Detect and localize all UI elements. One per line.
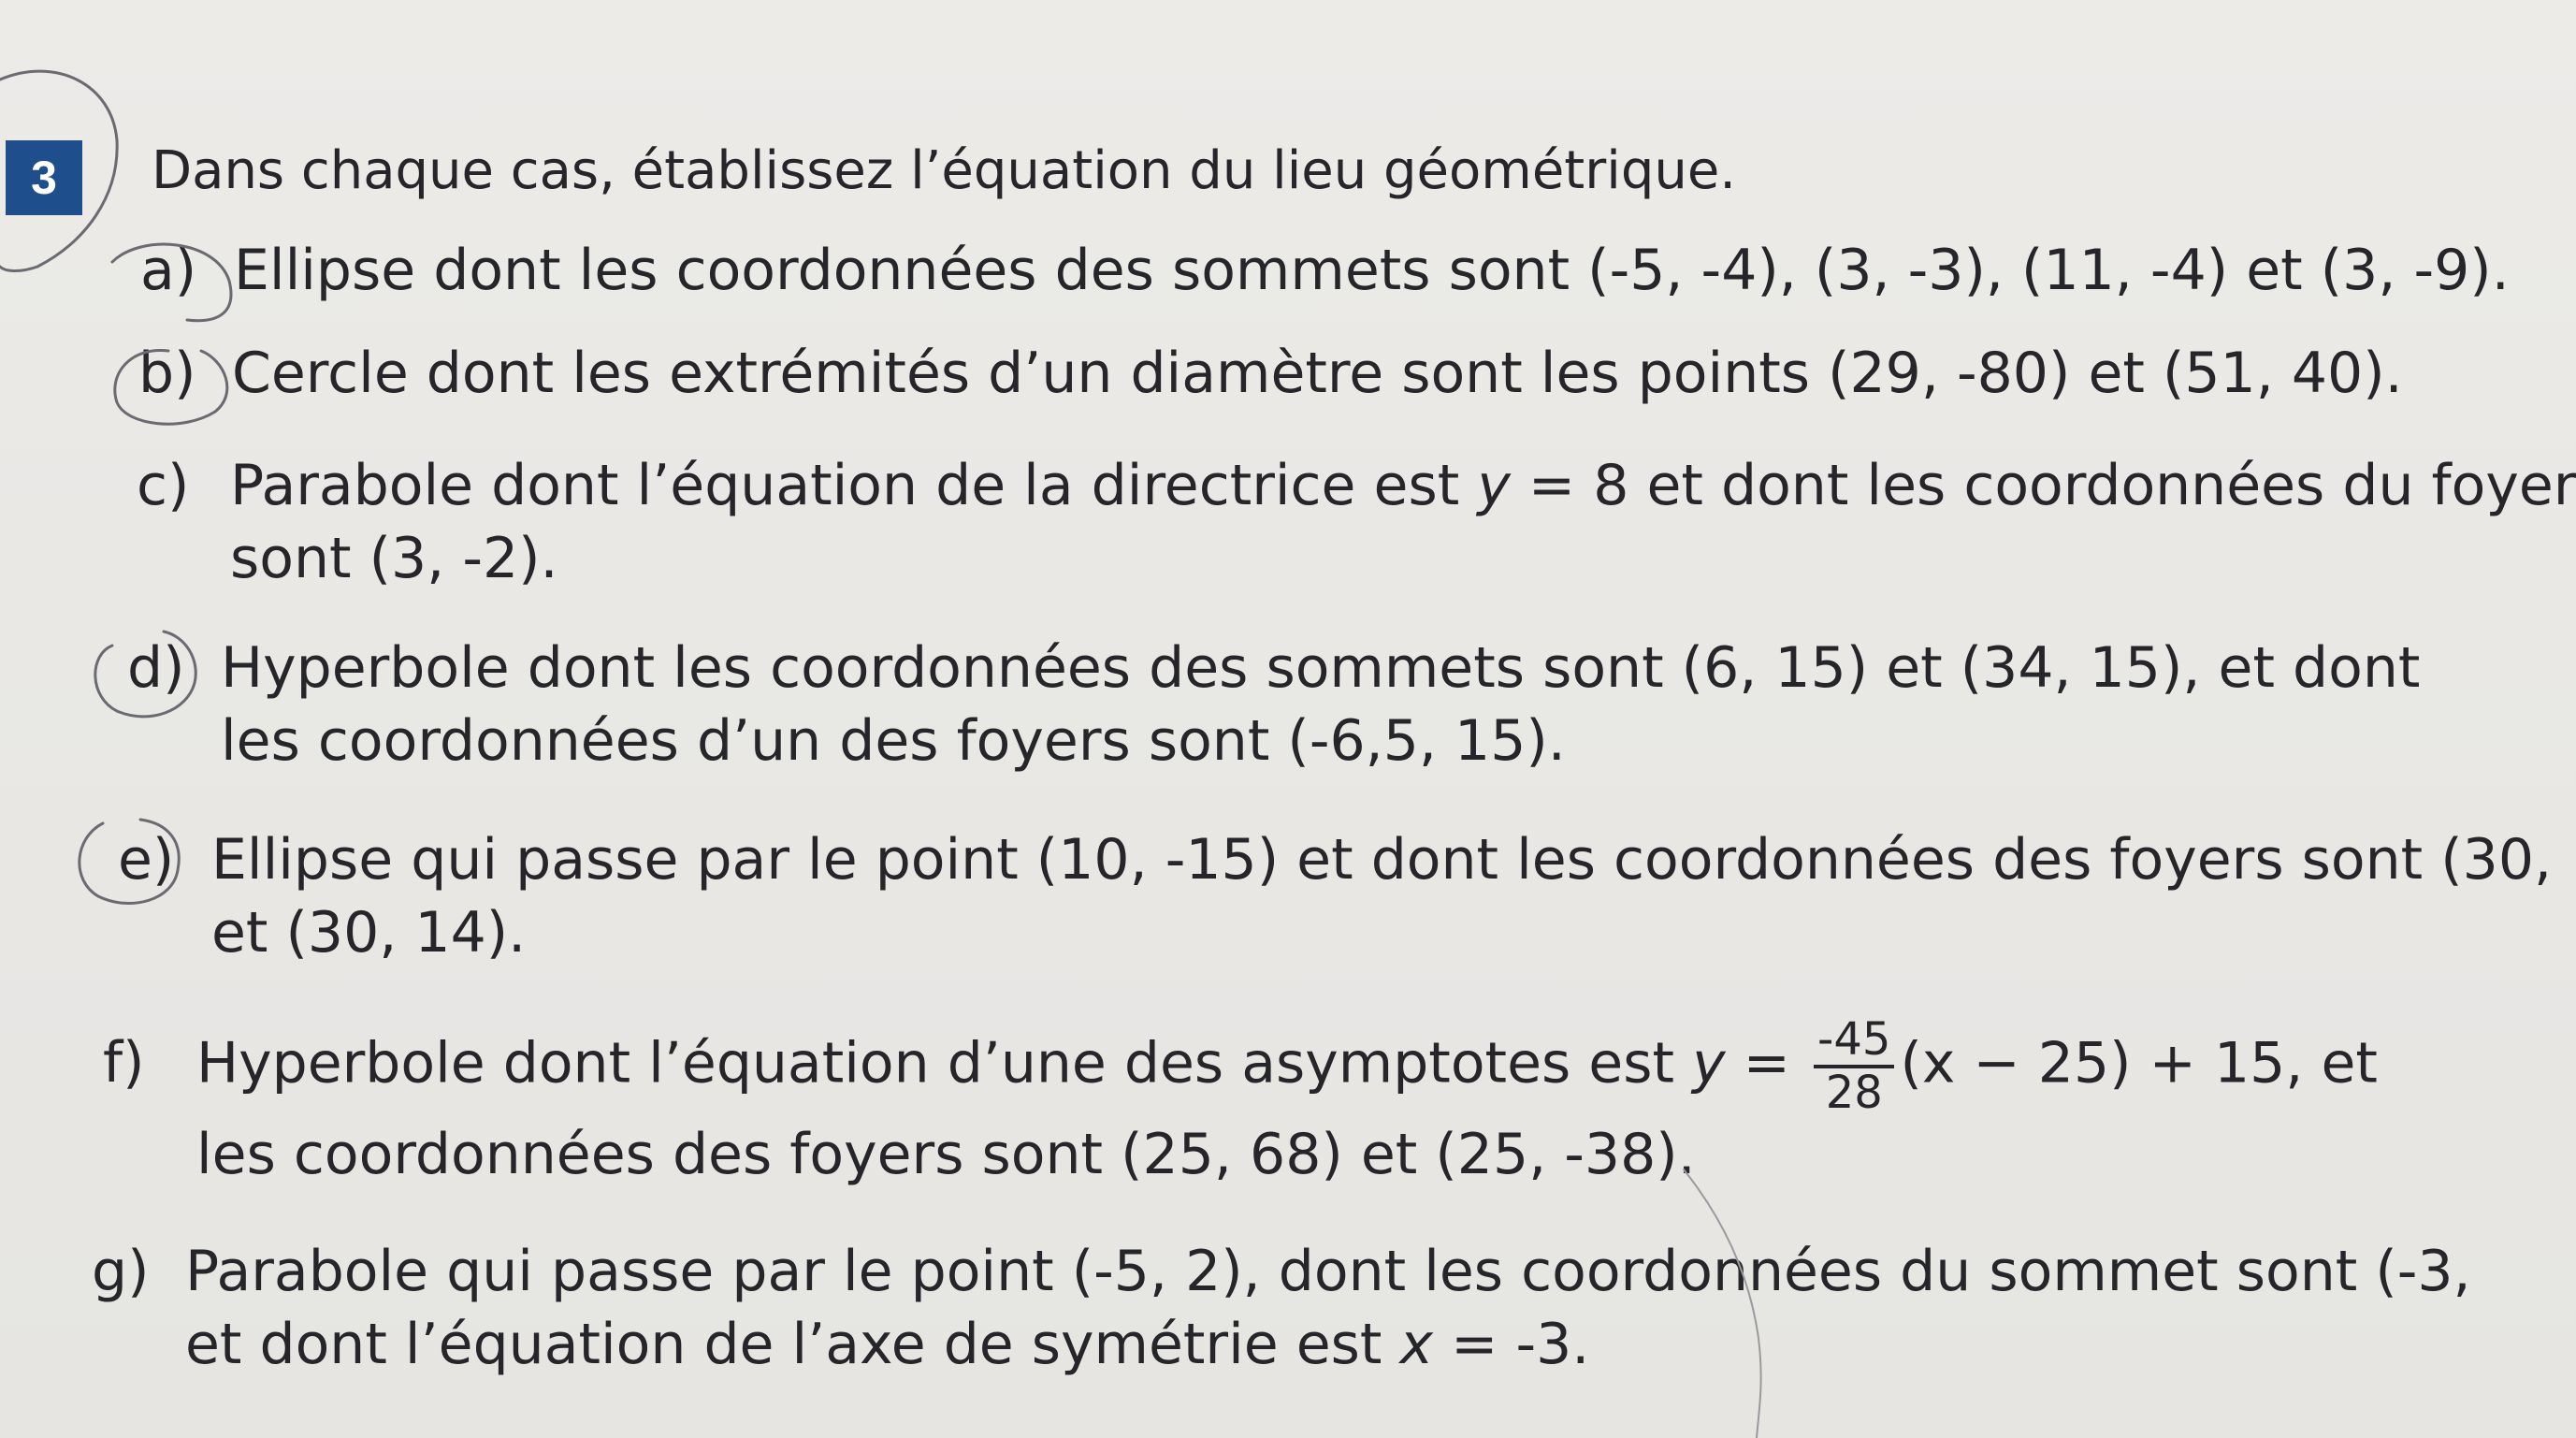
- item-f-text-before: Hyperbole dont l’équation d’une des asymptotes est: [196, 1030, 1693, 1097]
- item-d: [127, 632, 2420, 777]
- item-c: [137, 449, 2576, 595]
- item-d-letter: d): [127, 635, 185, 701]
- item-a-letter: a): [140, 238, 197, 303]
- item-d-text: Hyperbole dont les coordonnées des sommets sont (6, 15) et (34, 15), et dont: [221, 635, 2421, 701]
- item-c-line2: sont (3, -2).: [230, 526, 558, 591]
- item-a: [140, 234, 2510, 307]
- item-g-letter: g): [92, 1239, 150, 1304]
- item-e-letter: e): [118, 827, 175, 893]
- item-g-line2-before: et dont l’équation de l’axe de symétrie est: [185, 1312, 1400, 1377]
- item-f-eq: =: [1725, 1030, 1809, 1097]
- item-b-text: Cercle dont les extrémités d’un diamètre sont les points (29, -80) et (51, 40).: [232, 341, 2403, 406]
- item-a-text: Ellipse dont les coordonnées des sommets sont (-5, -4), (3, -3), (11, -4) et (3, -9).: [234, 238, 2510, 303]
- item-g: [92, 1235, 2471, 1381]
- item-e: [118, 823, 2552, 969]
- item-e-text: Ellipse qui passe par le point (10, -15) et dont les coordonnées des foyers sont (30,: [211, 827, 2553, 893]
- item-c-text-before: Parabole dont l’équation de la directrice est: [230, 453, 1478, 518]
- fraction-numerator: -45: [1814, 1015, 1894, 1068]
- item-e-line2: et (30, 14).: [211, 900, 527, 966]
- item-f-line2: les coordonnées des foyers sont (25, 68) et (25, -38).: [196, 1121, 1696, 1187]
- item-f: [103, 1015, 2378, 1191]
- fraction-denominator: 28: [1825, 1066, 1883, 1119]
- exercise-instruction: Dans chaque cas, établissez l’équation du lieu géométrique.: [152, 140, 1737, 201]
- item-c-letter: c): [137, 453, 190, 518]
- item-f-text-after: (x − 25) + 15, et: [1900, 1030, 2378, 1097]
- item-b-letter: b): [138, 341, 196, 406]
- item-f-var: y: [1692, 1030, 1726, 1097]
- item-g-line2: [92, 1308, 2471, 1381]
- item-c-text-after: = 8 et dont les coordonnées du foyer: [1510, 453, 2576, 518]
- item-g-line2-after: = -3.: [1433, 1312, 1590, 1377]
- item-g-line2-var: x: [1399, 1312, 1434, 1377]
- item-d-line2: les coordonnées d’un des foyers sont (-6,5, 15).: [221, 708, 1566, 774]
- asymptote-slope-fraction: [1814, 1015, 1894, 1118]
- item-c-var: y: [1477, 453, 1511, 518]
- item-b: [138, 337, 2403, 410]
- item-g-text: Parabole qui passe par le point (-5, 2), dont les coordonnées du sommet sont (-3,: [185, 1239, 2471, 1304]
- exercise-number-badge: 3: [6, 140, 82, 215]
- item-f-letter: f): [103, 1030, 145, 1097]
